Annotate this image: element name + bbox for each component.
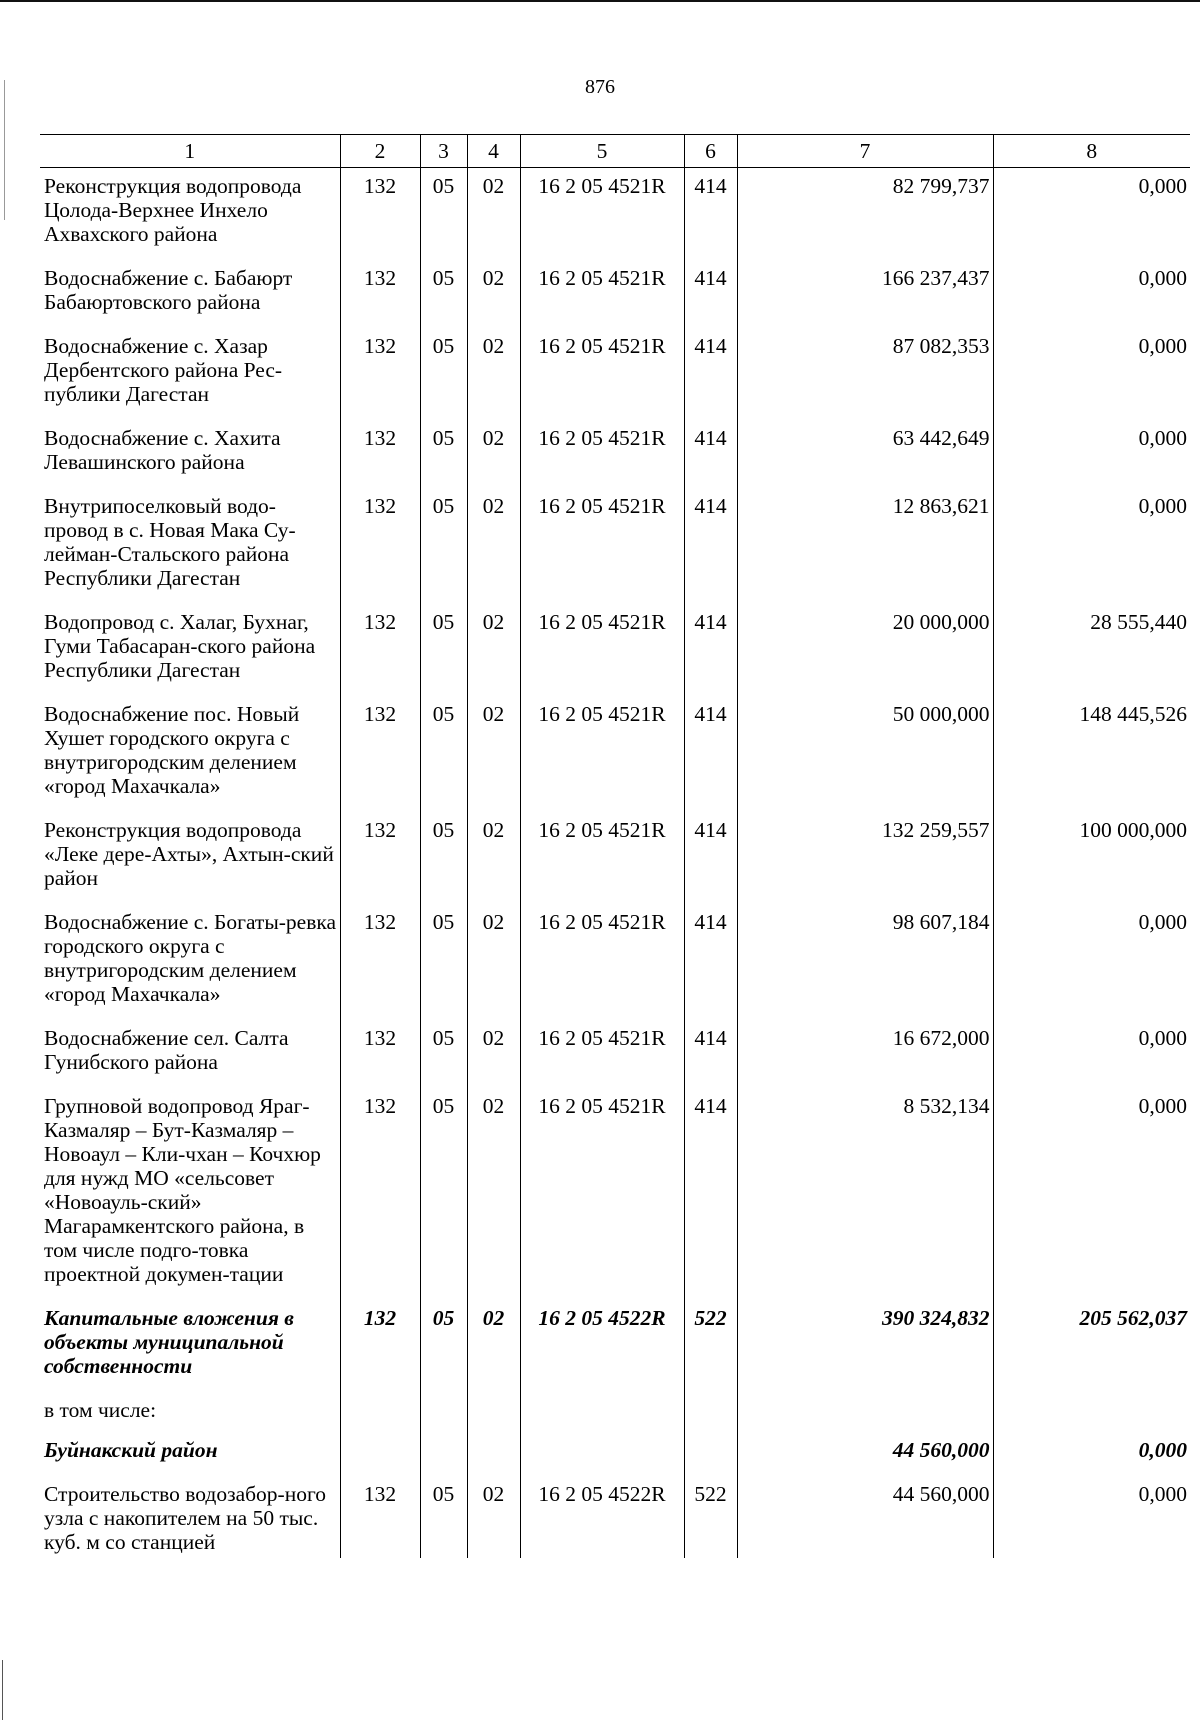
chapter-code-cell: 132 xyxy=(340,904,420,1020)
amount-year1-cell: 44 560,000 xyxy=(737,1432,993,1476)
column-header: 2 xyxy=(340,135,420,168)
table-body xyxy=(40,168,1190,1559)
amount-year1-cell: 390 324,832 xyxy=(737,1300,993,1392)
amount-year2-cell: 0,000 xyxy=(993,488,1190,604)
subsection-cell: 02 xyxy=(467,604,520,696)
subsection-cell xyxy=(467,1432,520,1476)
scan-margin-mark xyxy=(4,80,5,220)
chapter-code-cell: 132 xyxy=(340,1300,420,1392)
expense-type-cell xyxy=(684,1432,737,1476)
section-cell: 05 xyxy=(420,1020,467,1088)
subsection-cell: 02 xyxy=(467,1088,520,1300)
target-article-cell: 16 2 05 4521R xyxy=(520,1088,684,1300)
amount-year2-cell xyxy=(993,1392,1190,1432)
amount-year2-cell: 0,000 xyxy=(993,168,1190,261)
amount-year2-cell: 0,000 xyxy=(993,420,1190,488)
chapter-code-cell: 132 xyxy=(340,328,420,420)
target-article-cell: 16 2 05 4521R xyxy=(520,604,684,696)
row-name-cell: Водоснабжение с. Хазар Дербентского района Рес-публики Дагестан xyxy=(44,334,283,406)
row-name-cell: Реконструкция водопровода Цолода-Верхнее Инхело Ахвахского района xyxy=(44,174,302,246)
page-number: 876 xyxy=(585,76,615,98)
row-name-cell: Водоснабжение с. Бабаюрт Бабаюртовского района xyxy=(44,266,293,314)
section-cell: 05 xyxy=(420,904,467,1020)
row-name-cell: Водопровод с. Халаг, Бухнаг, Гуми Табасаран-ского района Республики Дагестан xyxy=(44,610,316,682)
target-article-cell: 16 2 05 4521R xyxy=(520,420,684,488)
table-row xyxy=(40,488,1190,604)
subsection-cell: 02 xyxy=(467,1300,520,1392)
section-cell: 05 xyxy=(420,420,467,488)
table-row xyxy=(40,1088,1190,1300)
section-cell: 05 xyxy=(420,328,467,420)
chapter-code-cell: 132 xyxy=(340,1020,420,1088)
column-header: 1 xyxy=(40,135,340,168)
amount-year2-cell: 205 562,037 xyxy=(993,1300,1190,1392)
row-name-cell: Водоснабжение пос. Новый Хушет городского округа с внутригородским делением «город Махачкала» xyxy=(44,702,300,798)
row-name-cell: Реконструкция водопровода «Леке дере-Ахты», Ахтын-ский район xyxy=(44,818,334,890)
table-row xyxy=(40,1392,1190,1432)
table-row xyxy=(40,260,1190,328)
expense-type-cell: 414 xyxy=(684,420,737,488)
amount-year2-cell: 0,000 xyxy=(993,1020,1190,1088)
target-article-cell: 16 2 05 4521R xyxy=(520,328,684,420)
subsection-cell: 02 xyxy=(467,168,520,261)
amount-year1-cell: 20 000,000 xyxy=(737,604,993,696)
column-header: 4 xyxy=(467,135,520,168)
expense-type-cell: 414 xyxy=(684,812,737,904)
chapter-code-cell: 132 xyxy=(340,420,420,488)
chapter-code-cell: 132 xyxy=(340,604,420,696)
subsection-cell xyxy=(467,1392,520,1432)
section-cell: 05 xyxy=(420,1300,467,1392)
chapter-code-cell: 132 xyxy=(340,260,420,328)
table-row xyxy=(40,1432,1190,1476)
section-cell: 05 xyxy=(420,812,467,904)
expense-type-cell: 522 xyxy=(684,1300,737,1392)
amount-year2-cell: 148 445,526 xyxy=(993,696,1190,812)
table-row xyxy=(40,328,1190,420)
row-name-cell: Водоснабжение с. Хахита Левашинского района xyxy=(44,426,281,474)
column-header: 8 xyxy=(993,135,1190,168)
column-header: 3 xyxy=(420,135,467,168)
amount-year2-cell: 0,000 xyxy=(993,328,1190,420)
section-cell: 05 xyxy=(420,488,467,604)
amount-year1-cell: 87 082,353 xyxy=(737,328,993,420)
chapter-code-cell xyxy=(340,1432,420,1476)
expense-type-cell xyxy=(684,1392,737,1432)
table-row xyxy=(40,812,1190,904)
target-article-cell: 16 2 05 4521R xyxy=(520,904,684,1020)
table-row xyxy=(40,1020,1190,1088)
chapter-code-cell: 132 xyxy=(340,168,420,261)
amount-year1-cell: 12 863,621 xyxy=(737,488,993,604)
amount-year1-cell: 132 259,557 xyxy=(737,812,993,904)
amount-year1-cell: 98 607,184 xyxy=(737,904,993,1020)
chapter-code-cell: 132 xyxy=(340,1476,420,1558)
target-article-cell xyxy=(520,1392,684,1432)
subsection-cell: 02 xyxy=(467,260,520,328)
scan-margin-mark xyxy=(2,1660,3,1720)
amount-year2-cell: 0,000 xyxy=(993,904,1190,1020)
top-rule xyxy=(0,0,1200,2)
section-cell: 05 xyxy=(420,168,467,261)
amount-year1-cell: 166 237,437 xyxy=(737,260,993,328)
amount-year1-cell: 44 560,000 xyxy=(737,1476,993,1558)
subsection-cell: 02 xyxy=(467,904,520,1020)
row-name-cell: Групновой водопровод Яраг-Казмаляр – Бут-Казмаляр – Новоаул – Кли-чхан – Кочхюр для нужд МО «сельсовет «Новоауль-ский» Магарамкентского района, в том числе подго-товка проектной докумен-тации xyxy=(44,1094,321,1286)
amount-year1-cell xyxy=(737,1392,993,1432)
amount-year1-cell: 82 799,737 xyxy=(737,168,993,261)
table-row xyxy=(40,168,1190,261)
table-row xyxy=(40,420,1190,488)
amount-year2-cell: 0,000 xyxy=(993,1476,1190,1558)
chapter-code-cell: 132 xyxy=(340,696,420,812)
expense-type-cell: 414 xyxy=(684,696,737,812)
chapter-code-cell: 132 xyxy=(340,488,420,604)
header-row xyxy=(40,135,1190,168)
chapter-code-cell xyxy=(340,1392,420,1432)
expense-type-cell: 414 xyxy=(684,1088,737,1300)
table-row xyxy=(40,1476,1190,1558)
expense-type-cell: 414 xyxy=(684,488,737,604)
amount-year1-cell: 50 000,000 xyxy=(737,696,993,812)
chapter-code-cell: 132 xyxy=(340,1088,420,1300)
target-article-cell: 16 2 05 4521R xyxy=(520,168,684,261)
expense-type-cell: 414 xyxy=(684,168,737,261)
target-article-cell: 16 2 05 4521R xyxy=(520,488,684,604)
amount-year1-cell: 63 442,649 xyxy=(737,420,993,488)
row-name-cell: Внутрипоселковый водо-провод в с. Новая Мака Су-лейман-Стальского района Республики Дагестан xyxy=(44,494,296,590)
target-article-cell xyxy=(520,1432,684,1476)
expense-type-cell: 414 xyxy=(684,604,737,696)
subsection-cell: 02 xyxy=(467,812,520,904)
row-name-cell: в том числе: xyxy=(44,1398,157,1422)
subsection-cell: 02 xyxy=(467,696,520,812)
expense-type-cell: 414 xyxy=(684,328,737,420)
amount-year2-cell: 100 000,000 xyxy=(993,812,1190,904)
row-name-cell: Буйнакский район xyxy=(44,1438,218,1462)
budget-table xyxy=(40,134,1190,1558)
amount-year2-cell: 0,000 xyxy=(993,1432,1190,1476)
table-container xyxy=(40,134,1190,1558)
target-article-cell: 16 2 05 4522R xyxy=(520,1300,684,1392)
subsection-cell: 02 xyxy=(467,1020,520,1088)
subsection-cell: 02 xyxy=(467,488,520,604)
expense-type-cell: 414 xyxy=(684,1020,737,1088)
table-row xyxy=(40,904,1190,1020)
amount-year1-cell: 8 532,134 xyxy=(737,1088,993,1300)
section-cell: 05 xyxy=(420,260,467,328)
target-article-cell: 16 2 05 4521R xyxy=(520,260,684,328)
section-cell: 05 xyxy=(420,1476,467,1558)
target-article-cell: 16 2 05 4521R xyxy=(520,812,684,904)
table-row xyxy=(40,604,1190,696)
amount-year2-cell: 0,000 xyxy=(993,1088,1190,1300)
table-row xyxy=(40,1300,1190,1392)
table-row xyxy=(40,696,1190,812)
column-header: 7 xyxy=(737,135,993,168)
row-name-cell: Строительство водозабор-ного узла с накопителем на 50 тыс. куб. м со станцией xyxy=(44,1482,327,1554)
column-header: 6 xyxy=(684,135,737,168)
expense-type-cell: 522 xyxy=(684,1476,737,1558)
expense-type-cell: 414 xyxy=(684,260,737,328)
section-cell: 05 xyxy=(420,1088,467,1300)
section-cell: 05 xyxy=(420,696,467,812)
amount-year1-cell: 16 672,000 xyxy=(737,1020,993,1088)
target-article-cell: 16 2 05 4521R xyxy=(520,696,684,812)
section-cell: 05 xyxy=(420,604,467,696)
subsection-cell: 02 xyxy=(467,1476,520,1558)
row-name-cell: Водоснабжение сел. Салта Гунибского района xyxy=(44,1026,289,1074)
subsection-cell: 02 xyxy=(467,420,520,488)
chapter-code-cell: 132 xyxy=(340,812,420,904)
section-cell xyxy=(420,1432,467,1476)
row-name-cell: Водоснабжение с. Богаты-ревка городского округа с внутригородским делением «город Махачкала» xyxy=(44,910,337,1006)
row-name-cell: Капитальные вложения в объекты муниципальной собственности xyxy=(44,1306,294,1378)
subsection-cell: 02 xyxy=(467,328,520,420)
amount-year2-cell: 28 555,440 xyxy=(993,604,1190,696)
column-header: 5 xyxy=(520,135,684,168)
target-article-cell: 16 2 05 4521R xyxy=(520,1020,684,1088)
target-article-cell: 16 2 05 4522R xyxy=(520,1476,684,1558)
expense-type-cell: 414 xyxy=(684,904,737,1020)
amount-year2-cell: 0,000 xyxy=(993,260,1190,328)
section-cell xyxy=(420,1392,467,1432)
